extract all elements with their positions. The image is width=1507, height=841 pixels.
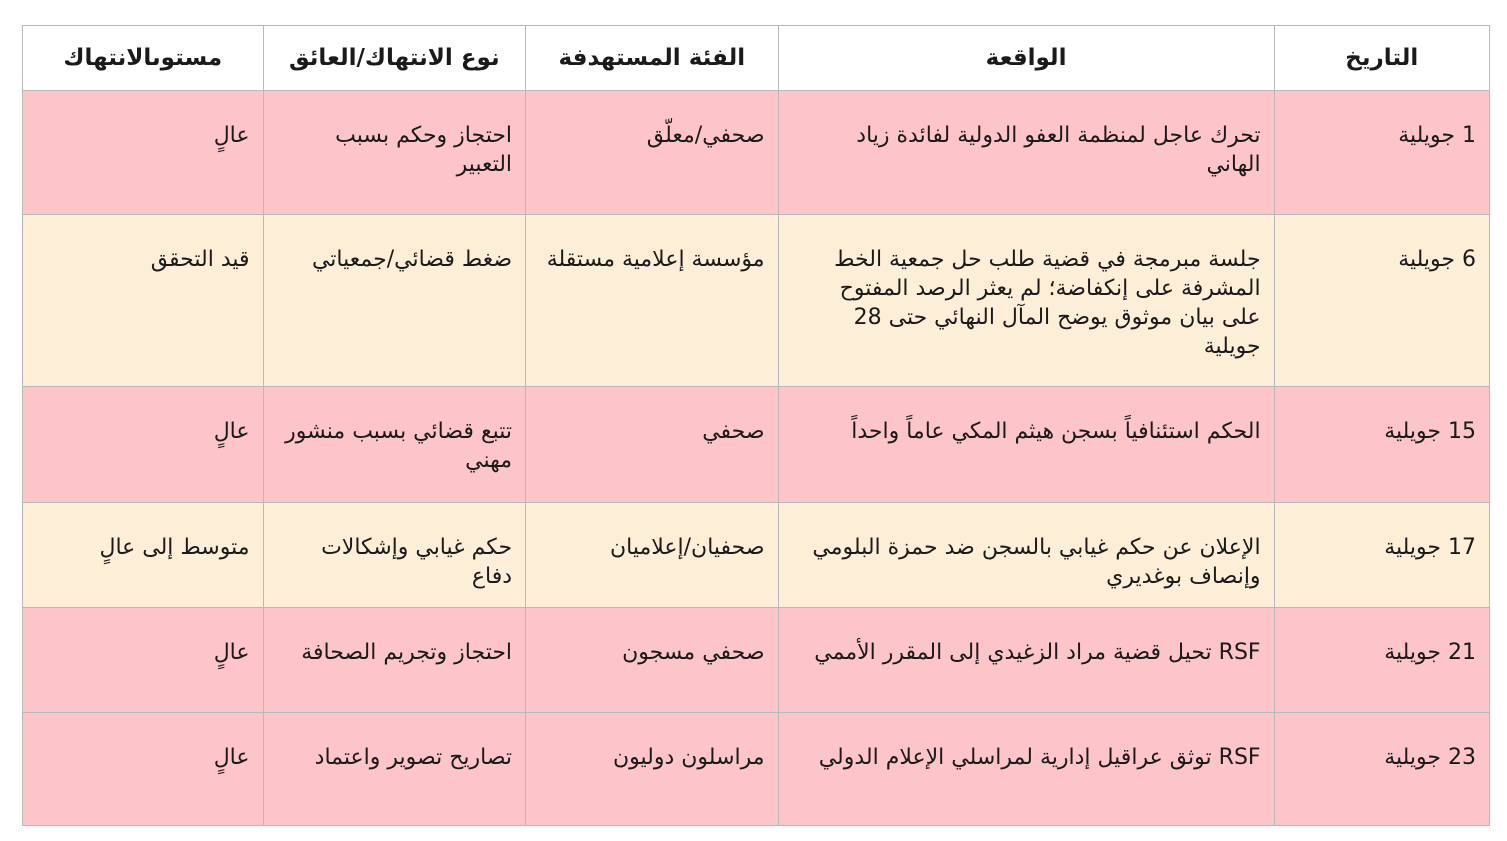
cell-date: 23 جويلية bbox=[1274, 713, 1489, 826]
table-row bbox=[23, 91, 1490, 215]
cell-date: 21 جويلية bbox=[1274, 608, 1489, 713]
cell-type: احتجاز وتجريم الصحافة bbox=[263, 608, 526, 713]
cell-level: قيد التحقق bbox=[23, 215, 264, 387]
header-event: الواقعة bbox=[778, 26, 1274, 91]
cell-level: عالٍ bbox=[23, 608, 264, 713]
cell-date: 17 جويلية bbox=[1274, 503, 1489, 608]
cell-target: مراسلون دوليون bbox=[526, 713, 779, 826]
header-type: نوع الانتهاك/العائق bbox=[263, 26, 526, 91]
cell-target: صحفي مسجون bbox=[526, 608, 779, 713]
cell-target: مؤسسة إعلامية مستقلة bbox=[526, 215, 779, 387]
cell-level: عالٍ bbox=[23, 387, 264, 503]
cell-event: جلسة مبرمجة في قضية طلب حل جمعية الخط المشرفة على إنكفاضة؛ لم يعثر الرصد المفتوح على بيان موثوق يوضح المآل النهائي حتى 28 جويلية bbox=[778, 215, 1274, 387]
cell-event: RSF تحيل قضية مراد الزغيدي إلى المقرر الأممي bbox=[778, 608, 1274, 713]
cell-type: تتبع قضائي بسبب منشور مهني bbox=[263, 387, 526, 503]
header-target: الفئة المستهدفة bbox=[526, 26, 779, 91]
cell-type: ضغط قضائي/جمعياتي bbox=[263, 215, 526, 387]
cell-level: عالٍ bbox=[23, 91, 264, 215]
cell-target: صحفي bbox=[526, 387, 779, 503]
cell-level: عالٍ bbox=[23, 713, 264, 826]
cell-event: الحكم استئنافياً بسجن هيثم المكي عاماً واحداً bbox=[778, 387, 1274, 503]
cell-event: RSF توثق عراقيل إدارية لمراسلي الإعلام الدولي bbox=[778, 713, 1274, 826]
table-row bbox=[23, 608, 1490, 713]
cell-target: صحفيان/إعلاميان bbox=[526, 503, 779, 608]
cell-target: صحفي/معلّق bbox=[526, 91, 779, 215]
cell-type: تصاريح تصوير واعتماد bbox=[263, 713, 526, 826]
cell-date: 6 جويلية bbox=[1274, 215, 1489, 387]
violations-table-container bbox=[22, 25, 1490, 826]
cell-date: 15 جويلية bbox=[1274, 387, 1489, 503]
cell-type: حكم غيابي وإشكالات دفاع bbox=[263, 503, 526, 608]
cell-event: الإعلان عن حكم غيابي بالسجن ضد حمزة البلومي وإنصاف بوغديري bbox=[778, 503, 1274, 608]
header-date: التاريخ bbox=[1274, 26, 1489, 91]
table-row bbox=[23, 387, 1490, 503]
violations-table bbox=[22, 25, 1490, 826]
table-header-row bbox=[23, 26, 1490, 91]
cell-level: متوسط إلى عالٍ bbox=[23, 503, 264, 608]
cell-type: احتجاز وحكم بسبب التعبير bbox=[263, 91, 526, 215]
table-row bbox=[23, 215, 1490, 387]
table-row bbox=[23, 713, 1490, 826]
cell-date: 1 جويلية bbox=[1274, 91, 1489, 215]
table-row bbox=[23, 503, 1490, 608]
cell-event: تحرك عاجل لمنظمة العفو الدولية لفائدة زياد الهاني bbox=[778, 91, 1274, 215]
header-level: مستوىالانتهاك bbox=[23, 26, 264, 91]
